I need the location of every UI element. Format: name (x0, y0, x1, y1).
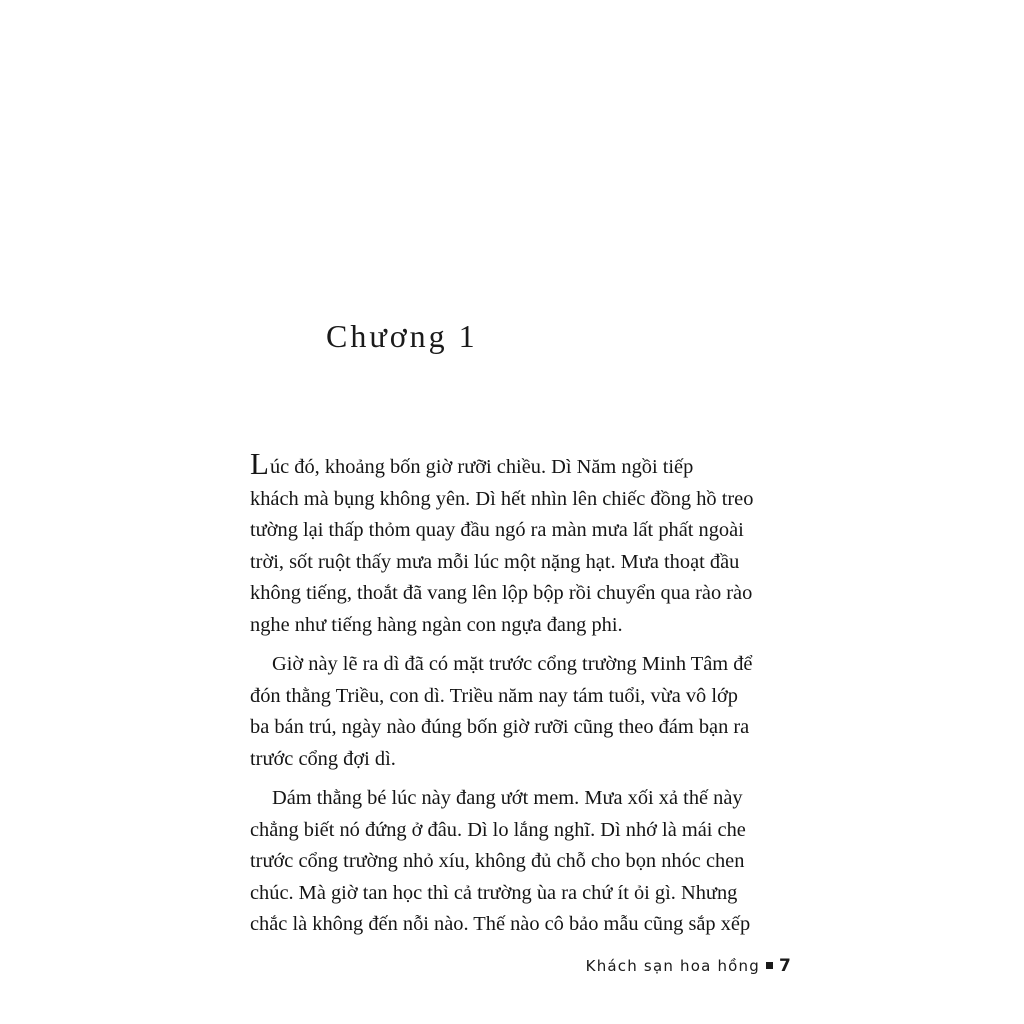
running-title: Khách sạn hoa hồng (585, 957, 760, 975)
text-line: Dám thằng bé lúc này đang ướt mem. Mưa xối xả thế này (272, 787, 743, 809)
text-line: trời, sốt ruột thấy mưa mỗi lúc một nặng hạt. Mưa thoạt đầu (250, 550, 740, 573)
drop-cap: L (250, 446, 269, 481)
paragraph-gap (250, 641, 800, 649)
paragraph-gap (250, 775, 800, 783)
text-line: khách mà bụng không yên. Dì hết nhìn lên chiếc đồng hồ treo (250, 487, 754, 510)
paragraph-1 (250, 446, 800, 641)
text-line: trước cổng trường nhỏ xíu, không đủ chỗ cho bọn nhóc chen (250, 850, 745, 872)
page-number: 7 (778, 956, 792, 976)
chapter-title: Chương 1 (326, 318, 478, 354)
text-line: ba bán trú, ngày nào đúng bốn giờ rưỡi cũng theo đám bạn ra (250, 716, 750, 738)
paragraph-3 (250, 783, 800, 941)
text-line: chắc là không đến nỗi nào. Thế nào cô bảo mẫu cũng sắp xếp (250, 913, 751, 935)
paragraph-2 (250, 649, 800, 775)
text-line: nghe như tiếng hàng ngàn con ngựa đang phi. (250, 613, 623, 636)
page-footer (586, 956, 792, 976)
text-line: trước cổng đợi dì. (250, 747, 396, 770)
text-line (250, 446, 800, 484)
text-line: chẳng biết nó đứng ở đâu. Dì lo lắng nghĩ. Dì nhớ là mái che (250, 818, 746, 841)
text-line: tường lại thấp thỏm quay đầu ngó ra màn mưa lất phất ngoài (250, 519, 744, 541)
text-line: không tiếng, thoắt đã vang lên lộp bộp rồi chuyển qua rào rào (250, 582, 753, 604)
text-line: chúc. Mà giờ tan học thì cả trường ùa ra chứ ít ỏi gì. Nhưng (250, 881, 738, 904)
text-line: đón thằng Triều, con dì. Triều năm nay tám tuổi, vừa vô lớp (250, 684, 738, 707)
text-line-content: úc đó, khoảng bốn giờ rưỡi chiều. Dì Năm ngồi tiếp (269, 456, 694, 478)
square-bullet-icon (766, 962, 773, 969)
chapter-body (250, 446, 800, 941)
text-line: Giờ này lẽ ra dì đã có mặt trước cổng trường Minh Tâm để (272, 653, 753, 675)
